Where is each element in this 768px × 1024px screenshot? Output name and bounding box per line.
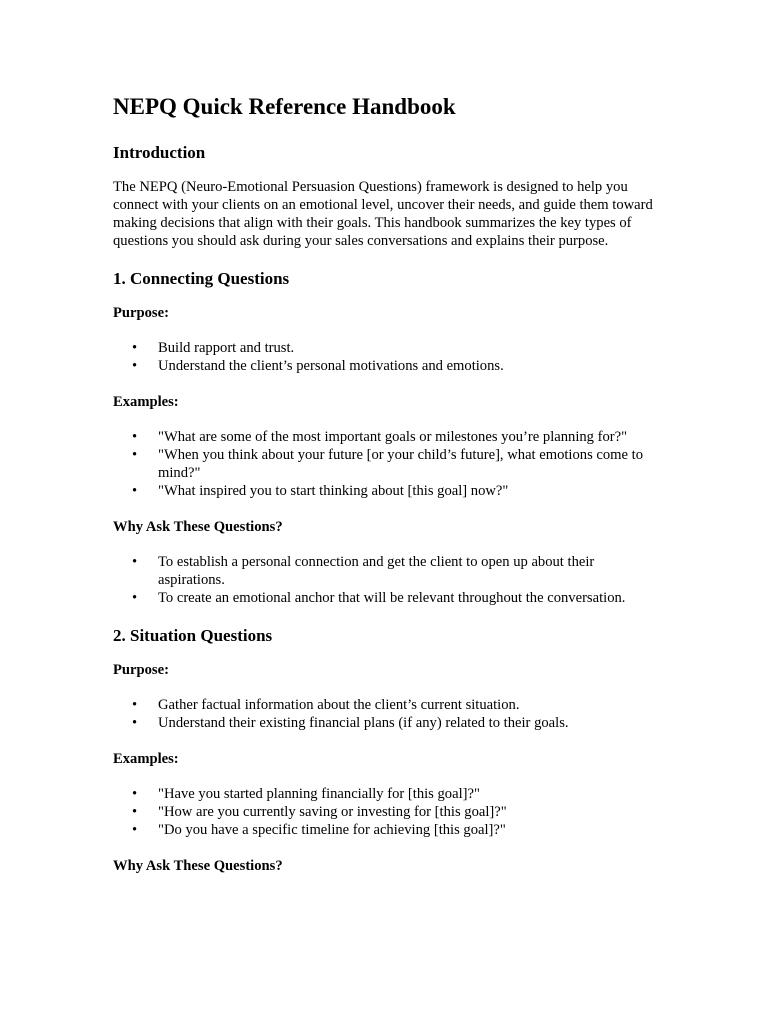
section-1-examples-list — [113, 428, 658, 500]
bullet-icon: • — [132, 447, 138, 463]
list-item: • Understand the client’s personal motivations and emotions. — [132, 358, 504, 374]
section-2-purpose-list — [113, 696, 658, 732]
bullet-icon: • — [132, 697, 138, 713]
section-2-examples-label: Examples: — [113, 751, 179, 767]
bullet-icon: • — [132, 590, 138, 606]
section-2-heading: 2. Situation Questions — [113, 626, 273, 645]
bullet-icon: • — [132, 429, 138, 445]
section-2-examples-list — [113, 785, 658, 839]
section-1-examples-label: Examples: — [113, 394, 179, 410]
section-1-purpose-list — [113, 339, 658, 375]
list-item: • "Have you started planning financially for [this goal]?" — [132, 786, 480, 802]
list-item: • "Do you have a specific timeline for achieving [this goal]?" — [132, 822, 506, 838]
list-item: • "When you think about your future [or your child’s future], what emotions come to mind?" — [132, 447, 644, 481]
intro-heading: Introduction — [113, 143, 206, 162]
bullet-icon: • — [132, 358, 138, 374]
document-content — [113, 91, 658, 892]
section-1-why-label: Why Ask These Questions? — [113, 519, 283, 535]
intro-paragraph: The NEPQ (Neuro-Emotional Persuasion Questions) framework is designed to help you connect with your clients on an emotional level, uncover their needs, and guide them toward making decisions that align with their goals. This handbook summarizes the key types of questions you should ask during your sales conversations and explains their purpose. — [113, 179, 653, 249]
section-2-why-label: Why Ask These Questions? — [113, 858, 283, 874]
section-2-purpose-label: Purpose: — [113, 662, 169, 678]
list-item: • "What inspired you to start thinking about [this goal] now?" — [132, 483, 509, 499]
section-1-heading: 1. Connecting Questions — [113, 269, 290, 288]
bullet-icon: • — [132, 554, 138, 570]
list-item: • Build rapport and trust. — [132, 340, 295, 356]
bullet-icon: • — [132, 715, 138, 731]
list-item: • Understand their existing financial plans (if any) related to their goals. — [132, 715, 569, 731]
bullet-icon: • — [132, 483, 138, 499]
list-item: • To create an emotional anchor that will be relevant throughout the conversation. — [132, 590, 626, 606]
bullet-icon: • — [132, 786, 138, 802]
section-1-why-list — [113, 553, 658, 607]
bullet-icon: • — [132, 804, 138, 820]
bullet-icon: • — [132, 822, 138, 838]
list-item: • "What are some of the most important goals or milestones you’re planning for?" — [132, 429, 628, 445]
list-item: • Gather factual information about the client’s current situation. — [132, 697, 520, 713]
list-item: • To establish a personal connection and get the client to open up about their aspirations. — [132, 554, 595, 588]
bullet-icon: • — [132, 340, 138, 356]
document-title: NEPQ Quick Reference Handbook — [113, 94, 456, 119]
list-item: • "How are you currently saving or investing for [this goal]?" — [132, 804, 507, 820]
section-1-purpose-label: Purpose: — [113, 305, 169, 321]
